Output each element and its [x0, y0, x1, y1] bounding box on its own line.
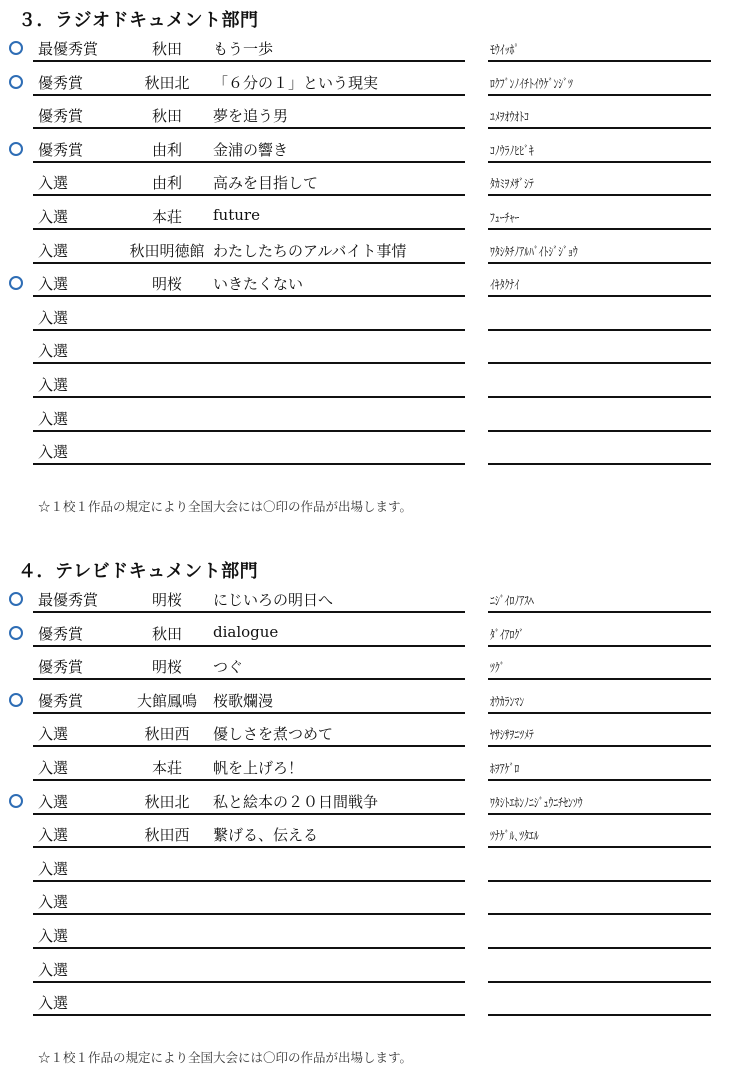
- result-row: [0, 32, 729, 66]
- underline-divider: [488, 94, 711, 96]
- underline-divider: [33, 262, 465, 264]
- school-name: 明桜: [151, 275, 182, 294]
- award-label: 入選: [38, 174, 69, 193]
- work-title: 繋げる、伝える: [213, 826, 319, 845]
- work-title-kana: ｲｷﾀｸﾅｲ: [490, 277, 520, 293]
- work-title: にじいろの明日へ: [213, 591, 334, 609]
- school-name: 由利: [151, 174, 182, 193]
- underline-divider: [488, 913, 711, 915]
- national-entry-circle-icon: [9, 142, 23, 156]
- school-name: 大館鳳鳴: [136, 691, 197, 710]
- school-name: 本荘: [151, 208, 182, 226]
- result-row: [0, 402, 729, 436]
- result-row: [0, 650, 729, 684]
- result-row: [0, 435, 729, 469]
- underline-divider: [33, 194, 465, 196]
- result-row: [0, 267, 729, 301]
- work-title: 夢を追う男: [213, 107, 289, 126]
- underline-divider: [488, 678, 711, 680]
- underline-divider: [33, 161, 465, 163]
- school-name: 秋田: [151, 107, 182, 126]
- result-row: [0, 953, 729, 987]
- work-title-kana: ﾕﾒｦｵｳｵﾄｺ: [490, 109, 530, 125]
- award-label: 優秀賞: [38, 107, 84, 126]
- underline-divider: [33, 463, 465, 465]
- result-row: [0, 684, 729, 718]
- underline-divider: [488, 262, 711, 264]
- underline-divider: [488, 846, 711, 848]
- work-title-kana: ﾓｳｲｯﾎﾟ: [490, 42, 520, 57]
- result-row: [0, 66, 729, 100]
- underline-divider: [488, 194, 711, 196]
- school-name: 秋田北: [144, 73, 190, 92]
- underline-divider: [33, 60, 465, 62]
- underline-divider: [488, 880, 711, 882]
- award-label: 入選: [38, 725, 69, 744]
- result-row: [0, 583, 729, 617]
- award-label: 入選: [38, 792, 69, 811]
- underline-divider: [33, 228, 465, 230]
- underline-divider: [33, 981, 465, 983]
- award-label: 入選: [38, 376, 69, 394]
- underline-divider: [488, 712, 711, 714]
- work-title: 私と絵本の２０日間戦争: [213, 792, 379, 811]
- underline-divider: [488, 813, 711, 815]
- award-label: 入選: [38, 443, 69, 462]
- work-title: future: [213, 206, 260, 224]
- underline-divider: [33, 1014, 465, 1016]
- work-title-kana: ﾜﾀｼﾄｴﾎﾝﾉﾆｼﾞｭｳﾆﾁｾﾝｿｳ: [490, 794, 583, 810]
- underline-divider: [488, 611, 711, 613]
- work-title: 高みを目指して: [213, 174, 319, 193]
- work-title: いきたくない: [213, 275, 304, 294]
- underline-divider: [33, 362, 465, 364]
- work-title: もう一歩: [213, 40, 274, 58]
- work-title: 「６分の１」という現実: [213, 73, 379, 92]
- result-row: [0, 717, 729, 751]
- underline-divider: [33, 813, 465, 815]
- national-entry-circle-icon: [9, 41, 23, 55]
- underline-divider: [33, 779, 465, 781]
- result-row: [0, 301, 729, 335]
- national-entry-circle-icon: [9, 75, 23, 89]
- underline-divider: [33, 947, 465, 949]
- award-label: 優秀賞: [38, 691, 84, 710]
- section-title: ３．ラジオドキュメント部門: [18, 10, 259, 31]
- award-label: 入選: [38, 994, 69, 1013]
- school-name: 秋田: [151, 40, 182, 58]
- work-title-kana: ﾌｭｰﾁｬｰ: [490, 210, 520, 225]
- school-name: 由利: [151, 140, 182, 159]
- result-row: [0, 785, 729, 819]
- result-row: [0, 986, 729, 1020]
- underline-divider: [33, 295, 465, 297]
- award-label: 優秀賞: [38, 658, 84, 677]
- award-label: 入選: [38, 893, 69, 912]
- underline-divider: [33, 678, 465, 680]
- award-label: 入選: [38, 208, 69, 226]
- award-label: 最優秀賞: [38, 591, 99, 609]
- award-label: 入選: [38, 409, 69, 428]
- award-label: 入選: [38, 927, 69, 945]
- underline-divider: [488, 779, 711, 781]
- national-entry-circle-icon: [9, 592, 23, 606]
- award-label: 入選: [38, 275, 69, 294]
- work-title-kana: ﾆｼﾞｲﾛﾉｱｽﾍ: [490, 593, 534, 608]
- result-row: [0, 166, 729, 200]
- award-label: 入選: [38, 342, 69, 361]
- result-row: [0, 818, 729, 852]
- result-row: [0, 919, 729, 953]
- result-row: [0, 133, 729, 167]
- underline-divider: [488, 362, 711, 364]
- section-title: ４．テレビドキュメント部門: [18, 561, 259, 582]
- award-label: 入選: [38, 859, 69, 878]
- work-title: dialogue: [213, 622, 279, 641]
- result-row: [0, 368, 729, 402]
- national-entry-circle-icon: [9, 794, 23, 808]
- underline-divider: [488, 396, 711, 398]
- result-row: [0, 234, 729, 268]
- result-row: [0, 99, 729, 133]
- result-row: [0, 852, 729, 886]
- work-title-kana: ﾂｸﾞ: [490, 660, 505, 676]
- underline-divider: [488, 981, 711, 983]
- underline-divider: [33, 712, 465, 714]
- underline-divider: [488, 295, 711, 297]
- national-entry-circle-icon: [9, 276, 23, 290]
- underline-divider: [488, 127, 711, 129]
- work-title-kana: ﾎｦｱｹﾞﾛ: [490, 761, 520, 776]
- work-title-kana: ﾀｶﾐｦﾒｻﾞｼﾃ: [490, 176, 534, 192]
- result-row: [0, 200, 729, 234]
- underline-divider: [488, 645, 711, 647]
- underline-divider: [488, 60, 711, 62]
- award-label: 入選: [38, 826, 69, 845]
- underline-divider: [488, 463, 711, 465]
- school-name: 明桜: [151, 591, 182, 609]
- school-name: 秋田北: [144, 792, 190, 811]
- underline-divider: [488, 947, 711, 949]
- award-label: 最優秀賞: [38, 40, 99, 58]
- work-title: 桜歌爛漫: [213, 691, 274, 710]
- award-label: 優秀賞: [38, 140, 84, 159]
- underline-divider: [488, 745, 711, 747]
- work-title-kana: ﾜﾀｼﾀﾁﾉｱﾙﾊﾞｲﾄｼﾞｼﾞｮｳ: [490, 243, 578, 259]
- underline-divider: [488, 161, 711, 163]
- work-title-kana: ﾂﾅｹﾞﾙ､ﾂﾀｴﾙ: [490, 828, 539, 844]
- section-note: ☆１校１作品の規定により全国大会には〇印の作品が出場します。: [38, 499, 413, 514]
- school-name: 本荘: [151, 759, 182, 777]
- school-name: 秋田西: [144, 826, 190, 845]
- underline-divider: [488, 430, 711, 432]
- work-title-kana: ﾔｻｼｻｦﾆﾂﾒﾃ: [490, 727, 534, 743]
- underline-divider: [33, 611, 465, 613]
- underline-divider: [33, 880, 465, 882]
- award-label: 入選: [38, 241, 69, 260]
- underline-divider: [33, 127, 465, 129]
- award-label: 入選: [38, 759, 69, 777]
- underline-divider: [33, 94, 465, 96]
- result-row: [0, 334, 729, 368]
- underline-divider: [488, 228, 711, 230]
- underline-divider: [33, 846, 465, 848]
- national-entry-circle-icon: [9, 693, 23, 707]
- national-entry-circle-icon: [9, 626, 23, 640]
- result-row: [0, 617, 729, 651]
- section-note: ☆１校１作品の規定により全国大会には〇印の作品が出場します。: [38, 1050, 413, 1065]
- work-title: 帆を上げろ！: [213, 759, 304, 777]
- work-title: つぐ: [213, 658, 244, 677]
- school-name: 秋田明徳館: [129, 241, 205, 260]
- work-title: わたしたちのアルバイト事情: [213, 241, 407, 260]
- award-label: 優秀賞: [38, 624, 84, 643]
- work-title: 優しさを煮つめて: [213, 725, 334, 744]
- underline-divider: [488, 1014, 711, 1016]
- underline-divider: [33, 645, 465, 647]
- underline-divider: [33, 913, 465, 915]
- underline-divider: [33, 430, 465, 432]
- underline-divider: [33, 396, 465, 398]
- work-title: 金浦の響き: [213, 140, 289, 159]
- school-name: 秋田西: [144, 725, 190, 744]
- work-title-kana: ﾛｸﾌﾞﾝﾉｲﾁﾄｲｳｹﾞﾝｼﾞﾂ: [490, 75, 573, 91]
- underline-divider: [33, 329, 465, 331]
- work-title-kana: ﾀﾞｲｱﾛｸﾞ: [490, 626, 525, 642]
- work-title-kana: ｺﾉｳﾗﾉﾋﾋﾞｷ: [490, 142, 534, 158]
- underline-divider: [488, 329, 711, 331]
- result-row: [0, 751, 729, 785]
- award-label: 入選: [38, 960, 69, 979]
- school-name: 明桜: [151, 658, 182, 677]
- award-label: 優秀賞: [38, 73, 84, 92]
- award-label: 入選: [38, 308, 69, 327]
- school-name: 秋田: [151, 624, 182, 643]
- result-row: [0, 885, 729, 919]
- work-title-kana: ｵｳｶﾗﾝﾏﾝ: [490, 693, 525, 709]
- underline-divider: [33, 745, 465, 747]
